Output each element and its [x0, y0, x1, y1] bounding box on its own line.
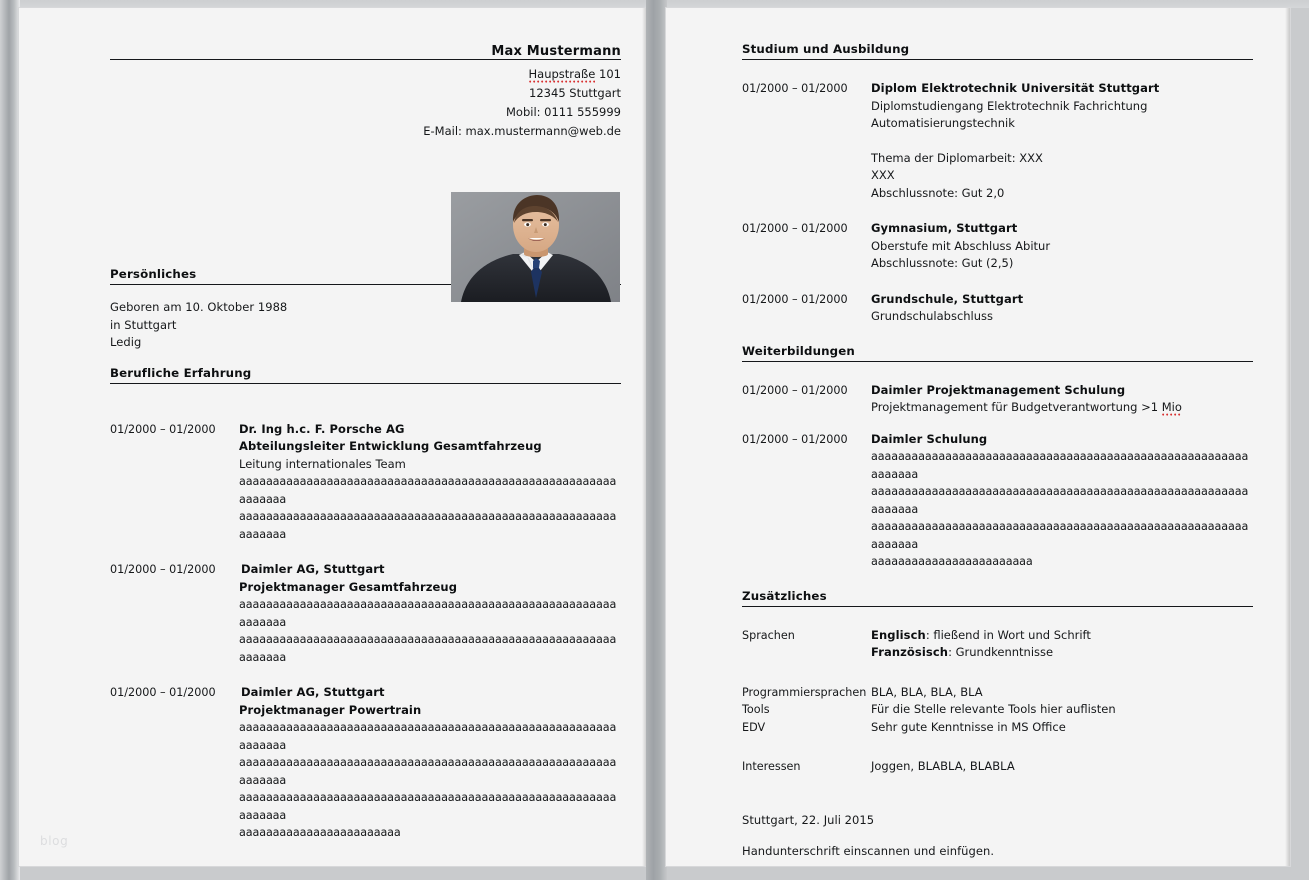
experience-date: 01/2000 – 01/2000: [110, 686, 216, 699]
experience-body: [239, 684, 621, 842]
education-title: Diplom Elektrotechnik Universität Stuttgart: [871, 81, 1160, 95]
contact-email: E-Mail: max.mustermann@web.de: [423, 124, 621, 138]
right-page-content: [742, 42, 1253, 861]
skill-value: Sehr gute Kenntnisse in MS Office: [871, 719, 1066, 734]
experience-filler-line: aaaaaaaaaaaaaaaaaaaaaaaaaaaaaaaaaaaaaaaaaaaaaaaaaaaaaaaaaaaaaaa: [239, 510, 617, 541]
experience-filler-line: aaaaaaaaaaaaaaaaaaaaaaaaaaaaaaaaaaaaaaaaaaaaaaaaaaaaaaaaaaaaaaa: [239, 633, 617, 664]
experience-date: 01/2000 – 01/2000: [110, 563, 216, 576]
experience-entry: [110, 561, 621, 666]
education-line: Diplomstudiengang Elektrotechnik Fachrichtung Automatisierungstechnik: [871, 98, 1148, 130]
section-heading-weiterbildungen: Weiterbildungen: [742, 343, 855, 358]
education-entry: [742, 220, 1253, 273]
experience-filler-line: aaaaaaaaaaaaaaaaaaaaaaaaaaaaaaaaaaaaaaaaaaaaaaaaaaaaaaaaaaaaaaa: [239, 791, 617, 822]
skill-label: Programmiersprachen: [742, 685, 867, 699]
language-sep: :: [948, 645, 956, 659]
interests-label: Interessen: [742, 760, 801, 773]
skill-row: [742, 684, 1253, 702]
skill-row: [742, 701, 1253, 719]
skill-value: Für die Stelle relevante Tools hier auflisten: [871, 702, 1116, 716]
contact-mobile: Mobil: 0111 555999: [506, 105, 621, 119]
training-body: [871, 431, 1253, 571]
language-item: [871, 627, 1253, 645]
blog-watermark: blog: [40, 834, 69, 848]
training-filler-line: aaaaaaaaaaaaaaaaaaaaaaaaaaaaaaaaaaaaaaaaaaaaaaaaaaaaaaaaaaaaaaa: [871, 450, 1249, 481]
section-weiterbildungen: [742, 344, 1253, 571]
signature-note: Handunterschrift einscannen und einfügen.: [742, 844, 995, 858]
address-city: 12345 Stuttgart: [529, 86, 621, 100]
portrait-photo: [451, 192, 620, 302]
page-left: [19, 8, 647, 866]
skill-label: EDV: [742, 720, 766, 734]
skill-label: Tools: [742, 703, 770, 716]
education-line: Abschlussnote: Gut 2,0: [871, 185, 1005, 200]
training-detail: [871, 399, 1253, 417]
section-heading-persoenliches: Persönliches: [110, 267, 197, 281]
experience-role: Projektmanager Powertrain: [239, 702, 422, 717]
education-line: XXX: [871, 168, 895, 182]
languages-values: [871, 627, 1253, 662]
language-item: [871, 644, 1253, 662]
languages-label: Sprachen: [742, 628, 795, 642]
page-right: [666, 8, 1290, 866]
education-body: [871, 291, 1253, 326]
interests-row: [742, 758, 1253, 776]
skill-row: [742, 719, 1253, 737]
education-entry: [742, 80, 1253, 202]
education-body: [871, 80, 1253, 202]
language-level: Grundkenntnisse: [955, 645, 1054, 659]
experience-company: Daimler AG, Stuttgart: [241, 562, 385, 576]
training-date: 01/2000 – 01/2000: [742, 432, 848, 446]
education-date: 01/2000 – 01/2000: [742, 82, 848, 95]
training-entry: [742, 431, 1253, 571]
interests-value: Joggen, BLABLA, BLABLA: [871, 759, 1015, 773]
education-date: 01/2000 – 01/2000: [742, 292, 848, 306]
street-misspelled: Haupstraße: [528, 67, 596, 81]
skill-value: BLA, BLA, BLA, BLA: [871, 684, 983, 699]
left-page-content: [110, 44, 621, 842]
experience-role: Abteilungsleiter Entwicklung Gesamtfahrzeug: [239, 439, 542, 453]
education-title: Gymnasium, Stuttgart: [871, 221, 1018, 235]
training-title: Daimler Projektmanagement Schulung: [871, 382, 1126, 397]
language-level: fließend in Wort und Schrift: [933, 627, 1091, 642]
experience-body: [239, 421, 621, 544]
language-name: Französisch: [871, 645, 949, 659]
signature-place-date: Stuttgart, 22. Juli 2015: [742, 812, 875, 827]
training-filler-line: aaaaaaaaaaaaaaaaaaaaaaaaaaaaaaaaaaaaaaaaaaaaaaaaaaaaaaaaaaaaaaa: [871, 520, 1249, 551]
experience-detail: Leitung internationales Team: [239, 456, 406, 471]
education-entry: [742, 291, 1253, 326]
training-detail-misspelled: Mio: [1161, 400, 1182, 414]
section-heading-zusaetzliches: Zusätzliches: [742, 588, 827, 603]
experience-entry: [110, 684, 621, 842]
experience-filler-line: aaaaaaaaaaaaaaaaaaaaaaaaaaaaaaaaaaaaaaaaaaaaaaaaaaaaaaaaaaaaaaa: [239, 756, 617, 787]
education-line: Grundschulabschluss: [871, 309, 994, 323]
education-line: Oberstufe mit Abschluss Abitur: [871, 238, 1051, 253]
page-left-shadow: [0, 0, 20, 880]
education-line: Abschlussnote: Gut (2,5): [871, 256, 1014, 270]
section-berufliche-erfahrung: [110, 366, 621, 842]
experience-date: 01/2000 – 01/2000: [110, 422, 216, 436]
language-sep: :: [925, 627, 934, 642]
experience-role: Projektmanager Gesamtfahrzeug: [239, 579, 458, 594]
training-entry: [742, 382, 1253, 417]
languages-row: [742, 627, 1253, 662]
training-detail-text: Projektmanagement für Budgetverantwortung >1: [871, 400, 1162, 414]
portrait-photo-art: [451, 192, 620, 302]
experience-body: [239, 561, 621, 666]
language-name: Englisch: [871, 627, 926, 642]
section-studium: [742, 42, 1253, 326]
experience-entry: [110, 421, 621, 544]
education-body: [871, 220, 1253, 273]
applicant-name: Max Mustermann: [491, 44, 621, 59]
personal-line-born: Geboren am 10. Oktober 1988: [110, 300, 288, 314]
training-filler-line: aaaaaaaaaaaaaaaaaaaaaaaaaaaaaaaaaaaaaaaaaaaaaaaaaaaaaaaaaaaaaaa: [871, 485, 1249, 516]
experience-company: Dr. Ing h.c. F. Porsche AG: [239, 421, 405, 436]
education-title: Grundschule, Stuttgart: [871, 291, 1024, 306]
experience-filler-line: aaaaaaaaaaaaaaaaaaaaaaaa: [239, 826, 401, 839]
experience-company: Daimler AG, Stuttgart: [241, 685, 385, 699]
education-line: Thema der Diplomarbeit: XXX: [871, 150, 1043, 165]
training-filler-line: aaaaaaaaaaaaaaaaaaaaaaaa: [871, 555, 1033, 568]
training-title: Daimler Schulung: [871, 431, 988, 446]
personal-line-status: Ledig: [110, 335, 142, 349]
street-number: 101: [595, 67, 621, 81]
training-date: 01/2000 – 01/2000: [742, 383, 848, 397]
personal-line-city: in Stuttgart: [110, 317, 177, 332]
section-heading-studium: Studium und Ausbildung: [742, 42, 910, 56]
experience-filler-line: aaaaaaaaaaaaaaaaaaaaaaaaaaaaaaaaaaaaaaaaaaaaaaaaaaaaaaaaaaaaaaa: [239, 721, 617, 752]
address-street: [110, 65, 621, 84]
section-heading-berufliche-erfahrung: Berufliche Erfahrung: [110, 365, 252, 380]
page-gutter: [646, 0, 667, 880]
education-date: 01/2000 – 01/2000: [742, 222, 848, 235]
training-body: [871, 382, 1253, 417]
section-zusaetzliches: [742, 589, 1253, 776]
header-block: [110, 44, 621, 141]
experience-filler-line: aaaaaaaaaaaaaaaaaaaaaaaaaaaaaaaaaaaaaaaaaaaaaaaaaaaaaaaaaaaaaaa: [239, 475, 617, 506]
experience-filler-line: aaaaaaaaaaaaaaaaaaaaaaaaaaaaaaaaaaaaaaaaaaaaaaaaaaaaaaaaaaaaaaa: [239, 598, 617, 629]
